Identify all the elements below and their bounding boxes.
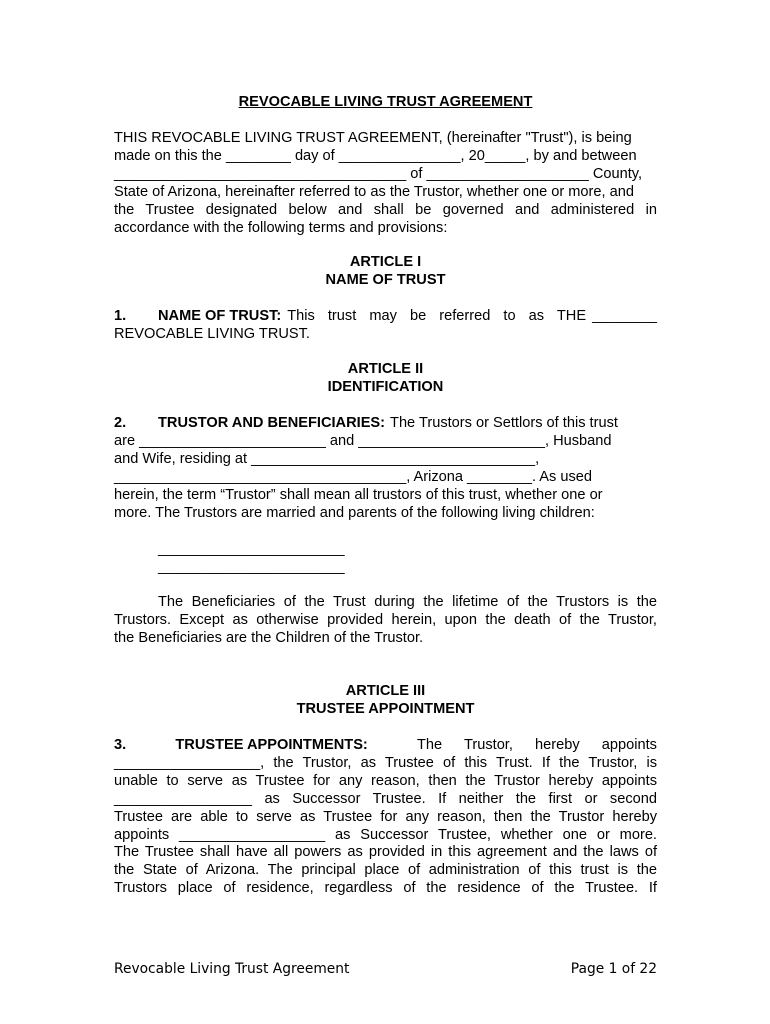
section-label: NAME OF TRUST: [158, 308, 282, 324]
article-2-heading: ARTICLE II [347, 361, 424, 377]
section-2: 2. TRUSTOR AND BENEFICIARIES: The Trustors or Settlors of this trust are _______________________ and _______________________, Husband and Wife, residing at ___________________________________, ____________________________________, Arizona ________. As used herein, the term “Trustor” shall mean all trustors of this trust, whether one or more. The Trustors are married and parents of the following living children: [114, 415, 618, 521]
intro-line: THIS REVOCABLE LIVING TRUST AGREEMENT, (hereinafter "Trust"), is being [114, 130, 632, 146]
document-title: REVOCABLE LIVING TRUST AGREEMENT [238, 94, 533, 110]
section-number: 1. [114, 308, 127, 324]
intro-line: State of Arizona, hereinafter referred to as the Trustor, whether one or more, and [114, 183, 634, 200]
article-2-subheading: IDENTIFICATION [327, 379, 444, 395]
article-3-subheading: TRUSTEE APPOINTMENT [296, 701, 475, 717]
footer-page-number: Page 1 of 22 [570, 961, 657, 977]
beneficiaries-paragraph: The Beneficiaries of the Trust during the lifetime of the Trustors is the Trustors. Except as otherwise provided herein, upon the death of the Trustor, the Beneficiaries are the Children of the Trustor. [114, 594, 657, 646]
child-blank: _______________________ [158, 558, 345, 575]
intro-line: accordance with the following terms and provisions: [114, 219, 448, 236]
section-label: TRUSTEE APPOINTMENTS: [175, 737, 368, 753]
section-number: 2. [114, 415, 127, 431]
intro-line: the Trustee designated below and shall be governed and administered in [114, 201, 657, 218]
intro-line: ____________________________________ of ____________________ County, [114, 165, 643, 182]
child-blank: _______________________ [158, 541, 345, 557]
section-3: 3. TRUSTEE APPOINTMENTS: The Trustor, hereby appoints __________________, the Trustor, as Trustee of this Trust. If the Trustor, is unable to serve as Trustee for any reason, then the Trustor hereby appoints _________________ as Successor Trustee. If neither the first or second Trustee are able to serve as Trustee for any reason, then the Trustor hereby appoints __________________ as Successor Trustee, whether one or more. The Trustee shall have all powers as provided in this agreement and the laws of the State of Arizona. The principal place of administration of this trust is the Trustors place of residence, regardless of the residence of the Trustee. If [114, 737, 657, 897]
article-1-heading: ARTICLE I [349, 254, 422, 270]
section-number: 3. [114, 737, 127, 753]
section-1: 1. NAME OF TRUST: This trust may be referred to as THE ________ REVOCABLE LIVING TRUST. [114, 308, 657, 342]
intro-line: made on this the ________ day of _______________, 20_____, by and between [114, 147, 637, 164]
article-3-heading: ARTICLE III [345, 683, 426, 699]
intro-paragraph [114, 130, 657, 237]
children-list [114, 541, 657, 577]
page-footer [114, 961, 657, 977]
section-label: TRUSTOR AND BENEFICIARIES: [158, 415, 386, 431]
footer-document-name: Revocable Living Trust Agreement [114, 961, 350, 977]
trust-name-blank: ________ [592, 308, 657, 324]
article-1-subheading: NAME OF TRUST [325, 272, 446, 288]
